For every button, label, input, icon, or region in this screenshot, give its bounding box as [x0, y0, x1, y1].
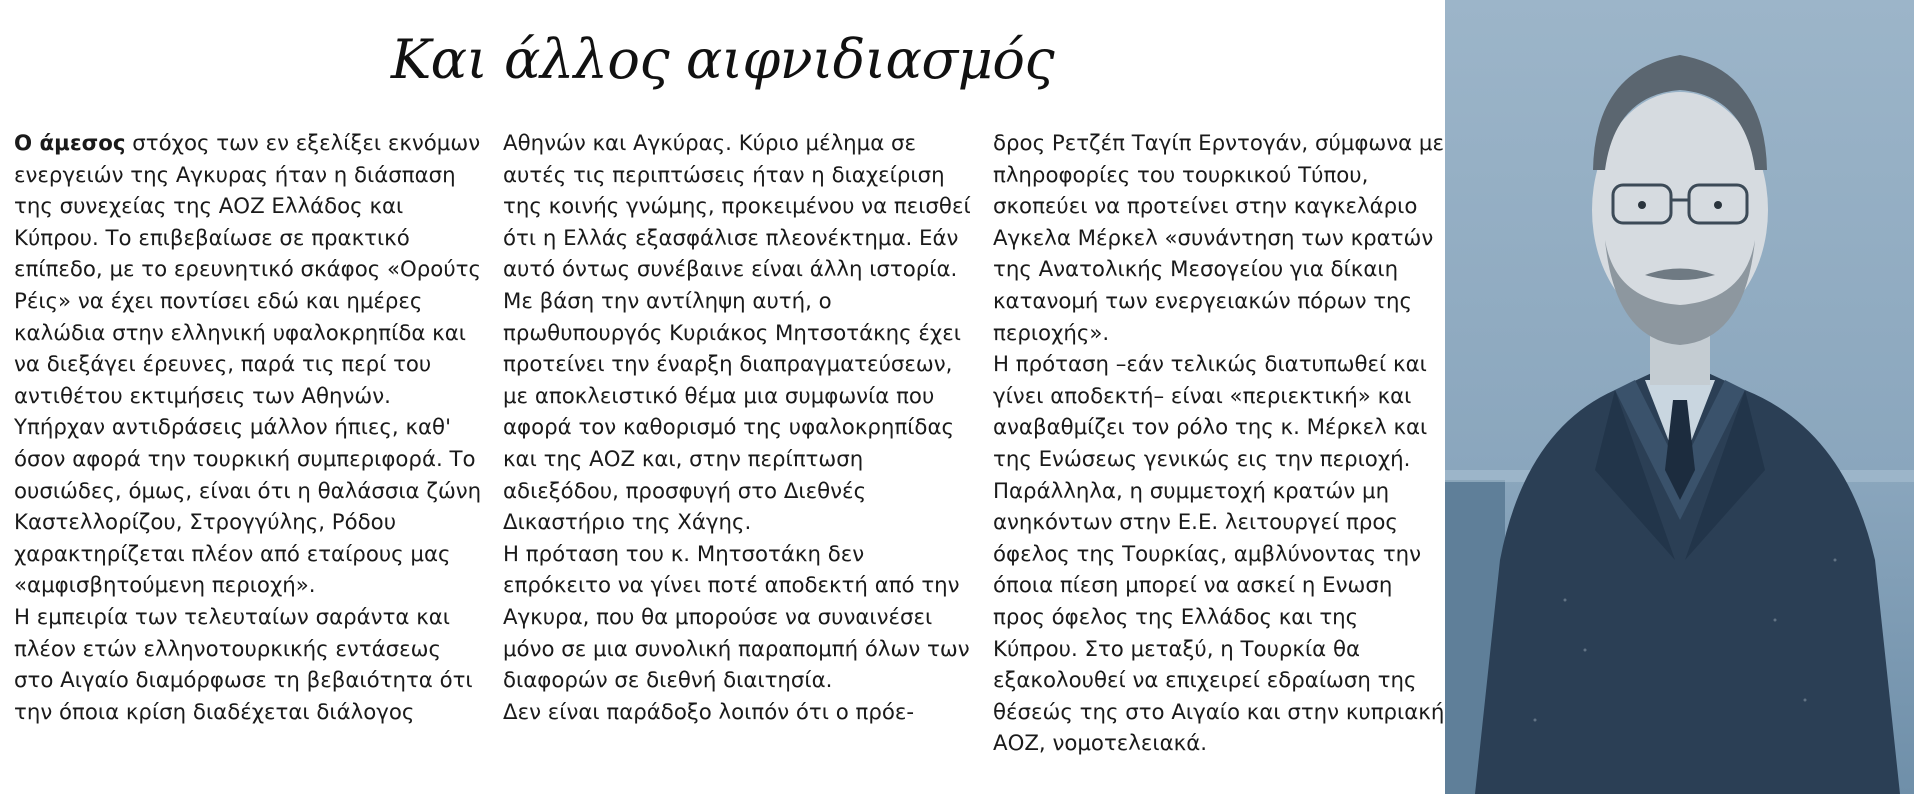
lead-word: Ο άμεσος: [14, 131, 126, 156]
column-1-text: [14, 128, 484, 728]
column-2-body: Αθηνών και Αγκύρας. Κύριο μέλημα σε αυτές τις περιπτώσεις ήταν η διαχείριση της κοινής γνώμης, προκειμένου να πεισθεί ότι η Ελλάς εξασφάλισε πλεονέκτημα. Εάν αυτό όντως συνέβαινε είναι άλλη ιστορία. Με βάση την αντίληψη αυτή, ο πρωθυπουργός Κυριάκος Μητσοτάκης έχει προτείνει την έναρξη διαπραγματεύσεων, με αποκλειστικό θέμα μια συμφωνία που αφορά τον καθορισμό της υφαλοκρηπίδας και της ΑΟΖ και, στην περίπτωση αδιεξόδου, προσφυγή στο Διεθνές Δικαστήριο της Χάγης. Η πρόταση του κ. Μητσοτάκη δεν επρόκειτο να γίνει ποτέ αποδεκτή από την Αγκυρα, που θα μπορούσε να συναινέσει μόνο σε μια συνολική παραπομπή όλων των διαφορών σε διεθνή διαιτησία. Δεν είναι παράδοξο λοιπόν ότι ο πρόε-: [503, 131, 971, 725]
article-column-2: [503, 128, 973, 788]
article-headline: Και άλλος αιφνιδιασμός: [390, 28, 1055, 91]
column-3-body: δρος Ρετζέπ Ταγίπ Ερντογάν, σύμφωνα με πληροφορίες του τουρκικού Τύπου, σκοπεύει να προτείνει στην καγκελάριο Αγκελα Μέρκελ «συνάντηση των κρατών της Ανατολικής Μεσογείου για δίκαιη κατανομή των ενεργειακών πόρων της περιοχής». Η πρόταση –εάν τελικώς διατυπωθεί και γίνει αποδεκτή– είναι «περιεκτική» και αναβαθμίζει τον ρόλο της κ. Μέρκελ και της Ενώσεως γενικώς εις την περιοχή. Παράλληλα, η συμμετοχή κρατών μη ανηκόντων στην Ε.Ε. λειτουργεί προς όφελος της Τουρκίας, αμβλύνοντας την όποια πίεση μπορεί να ασκεί η Ενωση προς όφελος της Ελλάδος και της Κύπρου. Στο μεταξύ, η Τουρκία θα εξακολουθεί να επιχειρεί εδραίωση της θέσεώς της στο Αιγαίο και στην κυπριακή ΑΟΖ, νομοτελειακά.: [993, 131, 1445, 757]
portrait-illustration: [1445, 0, 1914, 794]
article-column-1: [14, 128, 484, 788]
article-column-3: [993, 128, 1445, 788]
column-1-body: στόχος των εν εξελίξει εκνόμων ενεργειών της Αγκυρας ήταν η διάσπαση της συνεχείας της ΑΟΖ Ελλάδος και Κύπρου. Το επιβεβαίωσε σε πρακτικό επίπεδο, με το ερευνητικό σκάφος «Ορούτς Ρέις» να έχει ποντίσει εδώ και ημέρες καλώδια στην ελληνική υφαλοκρηπίδα και να διεξάγει έρευνες, παρά τις περί του αντιθέτου εκτιμήσεις των Αθηνών. Υπήρχαν αντιδράσεις μάλλον ήπιες, καθ' όσον αφορά την τουρκική συμπεριφορά. Το ουσιώδες, όμως, είναι ότι η θαλάσσια ζώνη Καστελλορίζου, Στρογγύλης, Ρόδου χαρακτηρίζεται πλέον από εταίρους μας «αμφισβητούμενη περιοχή». Η εμπειρία των τελευταίων σαράντα και πλέον ετών ελληνοτουρκικής εντάσεως στο Αιγαίο διαμόρφωσε τη βεβαιότητα ότι την όποια κρίση διαδέχεται διάλογος: [14, 131, 482, 725]
author-portrait-photo: [1445, 0, 1914, 794]
